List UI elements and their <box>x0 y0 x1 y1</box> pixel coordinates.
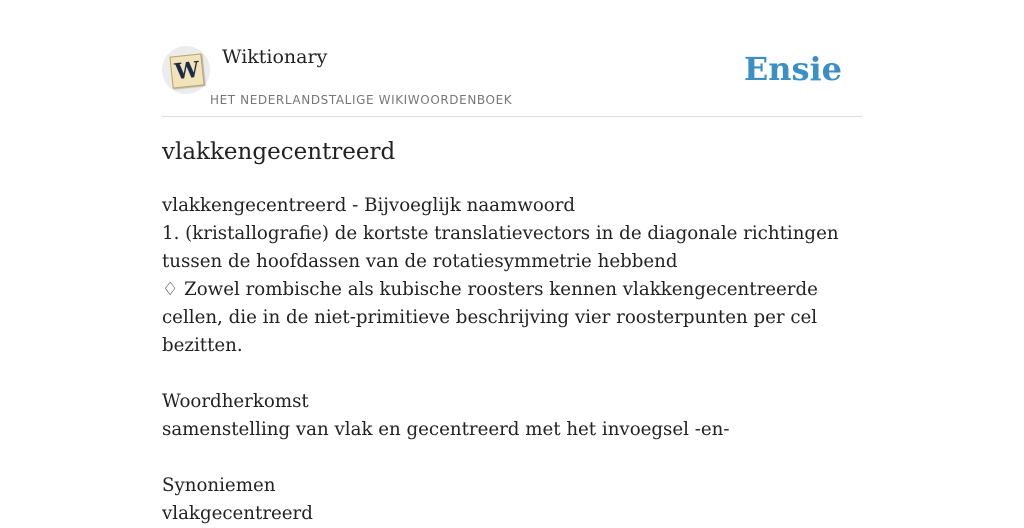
entry-example: ♢ Zowel rombische als kubische roosters kennen vlakkengecentreerde cellen, die in de niet-primitieve beschrijving vier roosterpunten per cel bezitten. <box>162 279 818 356</box>
site-subtitle: HET NEDERLANDSTALIGE WIKIWOORDENBOEK <box>210 93 513 107</box>
page-container <box>162 0 862 524</box>
entry-definition: 1. (kristallografie) de kortste translatievectors in de diagonale richtingen tussen de hoofdassen van de rotatiesymmetrie hebbend <box>162 223 839 272</box>
spacer <box>162 444 862 472</box>
site-header <box>162 0 862 117</box>
spacer <box>162 360 862 388</box>
ensie-brand-link[interactable]: Ensie <box>743 50 842 88</box>
site-title[interactable]: Wiktionary <box>222 46 328 68</box>
entry-headline: vlakkengecentreerd - Bijvoeglijk naamwoord <box>162 195 576 216</box>
synonyms-heading: Synoniemen <box>162 475 276 496</box>
logo-letter: W <box>173 56 201 86</box>
wiktionary-logo-icon[interactable] <box>162 46 210 94</box>
synonyms-text: vlakgecentreerd <box>162 503 313 524</box>
etymology-heading: Woordherkomst <box>162 391 309 412</box>
entry-content <box>162 192 862 528</box>
logo-tile <box>169 53 204 88</box>
etymology-text: samenstelling van vlak en gecentreerd met het invoegsel -en- <box>162 419 730 440</box>
page-title: vlakkengecentreerd <box>162 139 396 165</box>
